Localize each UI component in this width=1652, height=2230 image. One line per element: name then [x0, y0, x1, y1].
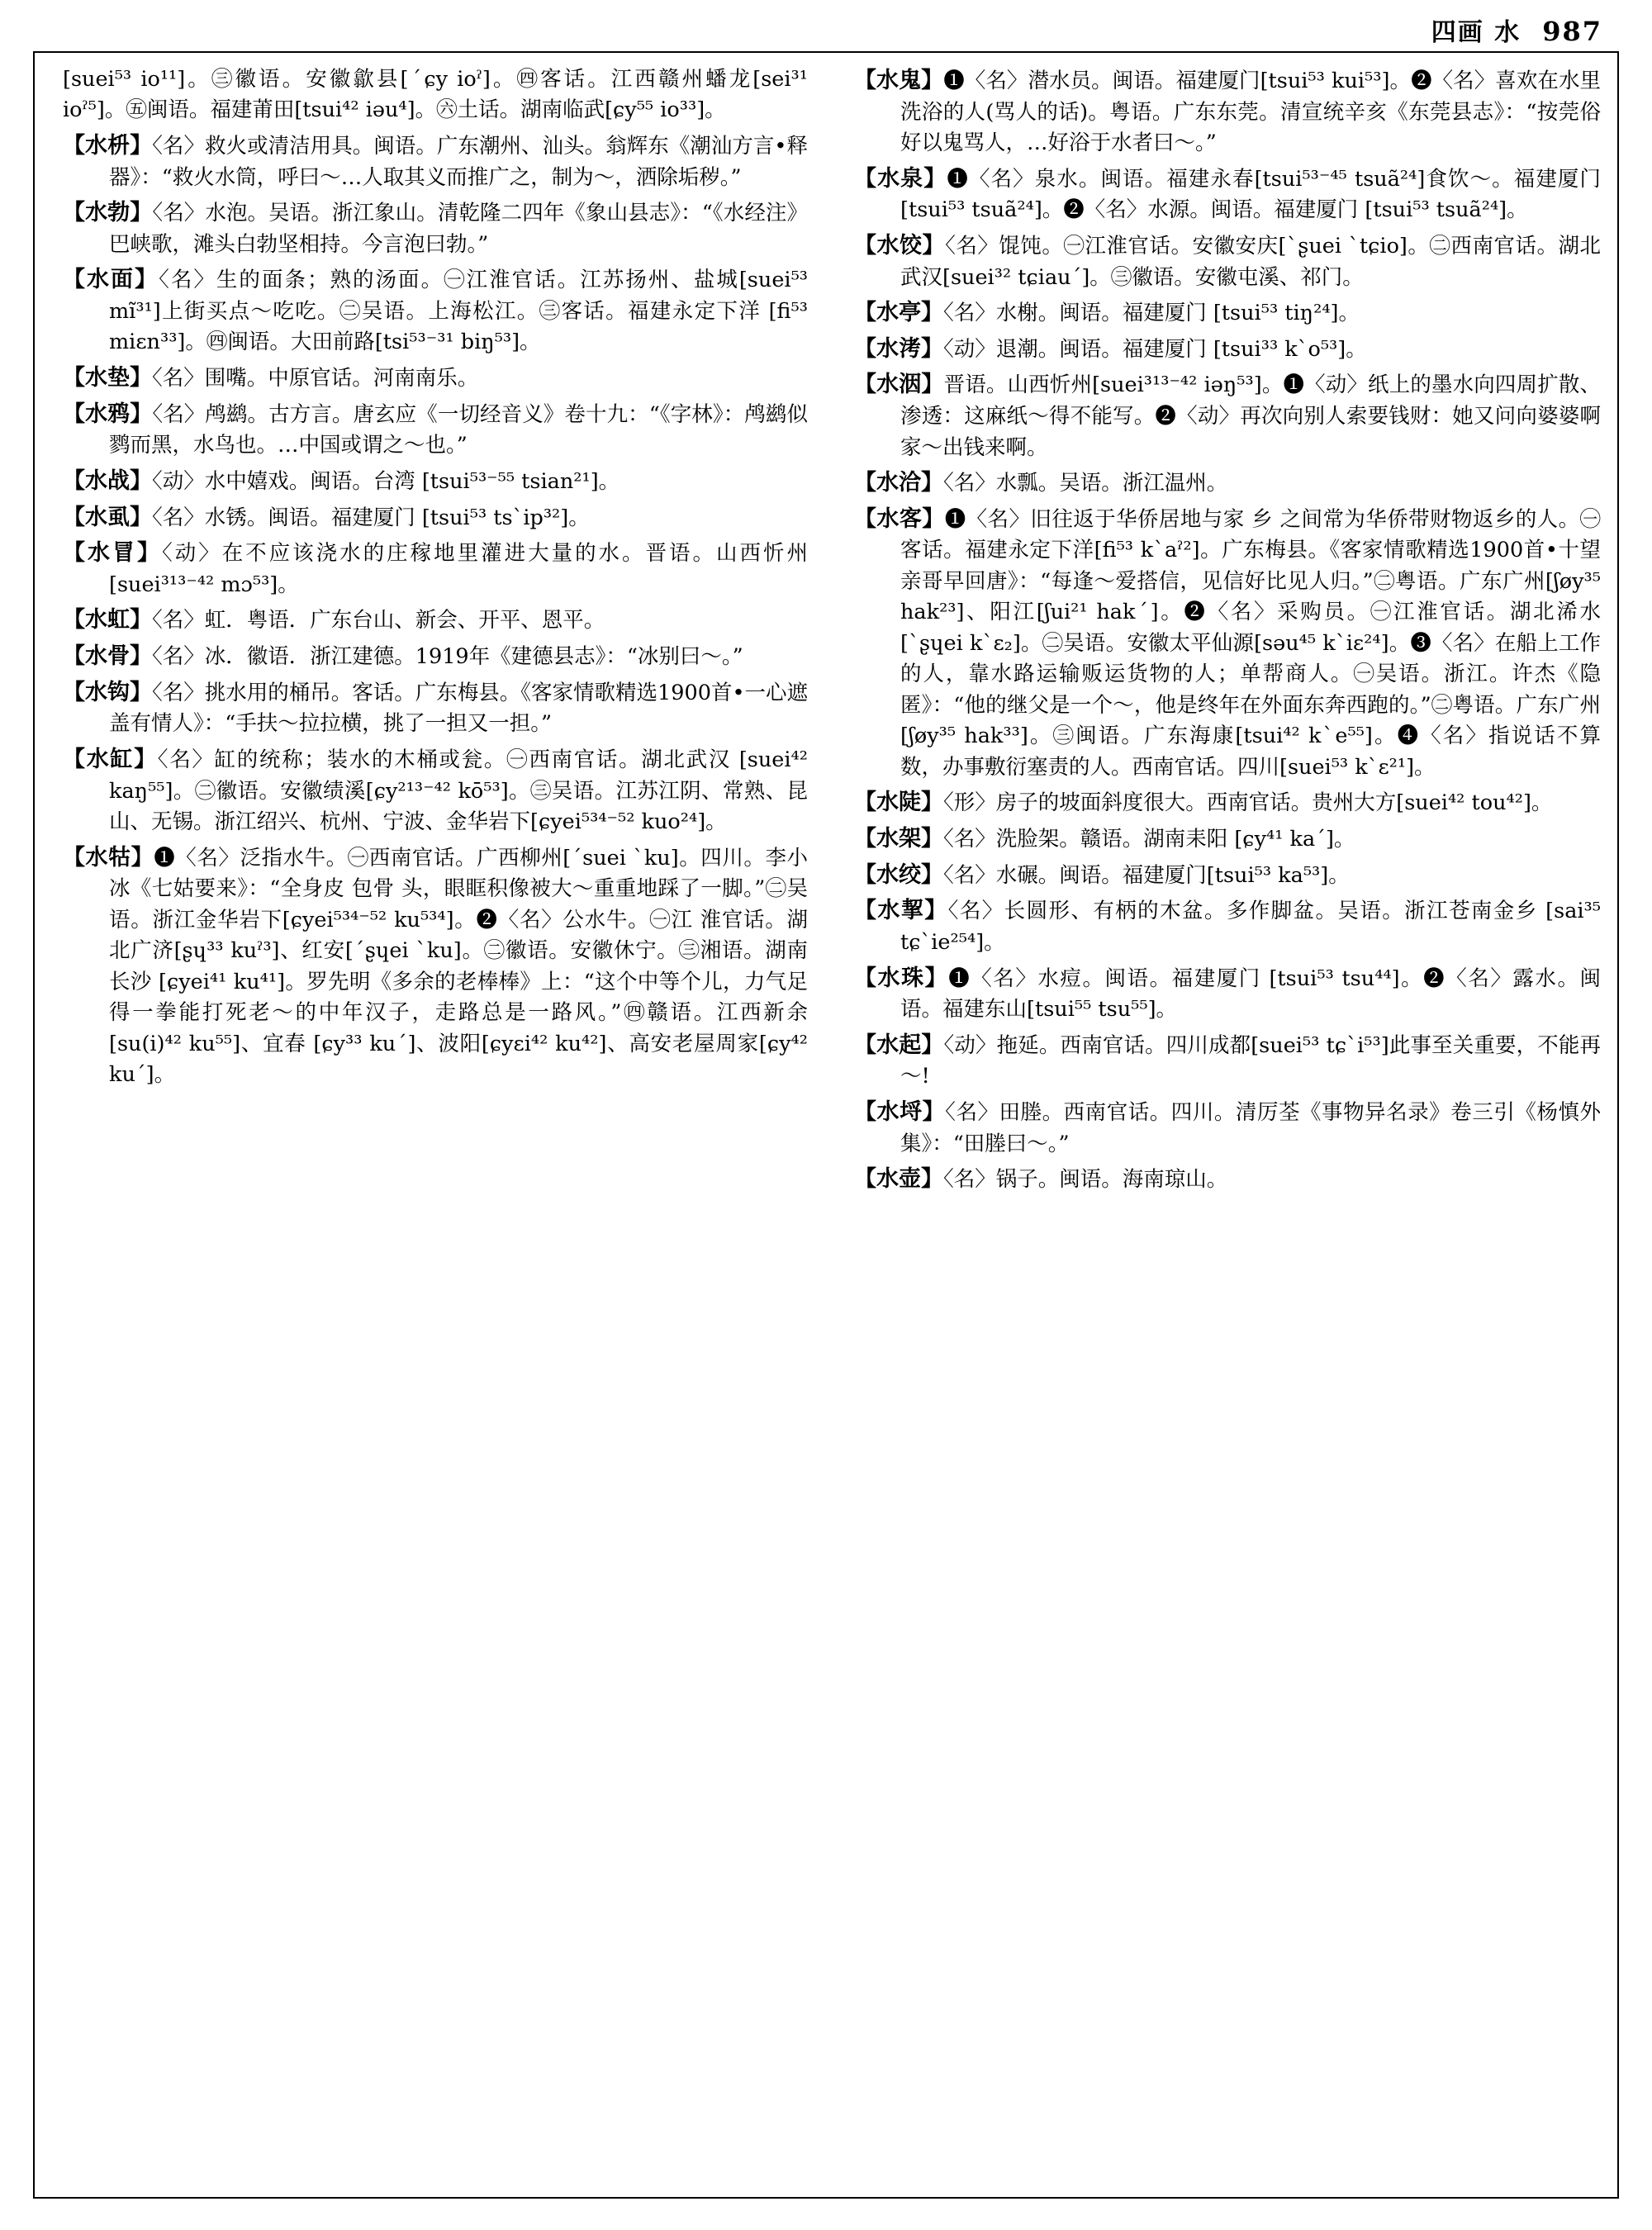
entry-text: 〈名〉鸬鹚。古方言。唐玄应《一切经音义》卷十九：“《字林》：鸬鹚似鹨而黑，水鸟也。…中国或谓之～也。”	[109, 401, 808, 458]
entry-shuijia	[854, 823, 1601, 856]
header-page-number: 987	[1542, 16, 1602, 47]
entry-text: 〈名〉水泡。吴语。浙江象山。清乾隆二四年《象山县志》：“《水经注》巴峡歌，滩头白勃坚相持。今言泡曰勃。”	[109, 201, 808, 257]
entry-text: 〈名〉围嘴。中原官话。河南南乐。	[152, 365, 479, 391]
entry-text: 〈名〉冰．徽语．浙江建德。1919年《建德县志》：“冰别曰～。”	[152, 644, 743, 670]
entry-headword: 【水虱】	[63, 504, 152, 530]
entry-text: 〈名〉水碾。闽语。福建厦门[tsui⁵³ ka⁵³]。	[943, 862, 1350, 888]
entry-text: 〈名〉水榭。闽语。福建厦门 [tsui⁵³ tiŋ²⁴]。	[943, 301, 1360, 325]
left-column	[33, 51, 826, 2199]
entry-headword: 【水洽】	[854, 470, 943, 496]
entry-headword: 【水缸】	[63, 746, 158, 772]
page-columns	[33, 51, 1619, 2199]
entry-text: 〈动〉在不应该浇水的庄稼地里灌进大量的水。晋语。山西忻州 [suei³¹³⁻⁴² mɔ⁵³]。	[109, 541, 808, 597]
entry-text: 〈名〉救火或清洁用具。闽语。广东潮州、汕头。翁辉东《潮汕方言•释器》：“救火水筒，呼曰～…人取其义而推广之，制为～，洒除垢秽。”	[109, 133, 808, 190]
entry-headword: 【水枡】	[63, 132, 153, 159]
entry-shuipeng	[63, 130, 808, 193]
entry-text: 〈动〉拖延。西南官话。四川成都[suei⁵³ tɕˋi⁵³]此事至关重要，不能再～!	[900, 1032, 1602, 1089]
entry-headword: 【水埒】	[854, 1098, 946, 1125]
entry-headword: 【水起】	[854, 1032, 944, 1058]
entry-shuijiao	[854, 230, 1601, 293]
entry-headword: 【水洘】	[854, 335, 943, 362]
entry-text: 〈名〉生的面条；熟的汤面。㊀江淮官话。江苏扬州、盐城[suei⁵³ mĩ³¹]上街买点～吃吃。㊁吴语。上海松江。㊂客话。福建永定下洋 [fi⁵³ miɛn³³]。㊃闽语。大田前路[tsi⁵³⁻³¹ biŋ⁵³]。	[109, 268, 809, 355]
entry-text: ❶〈名〉水痘。闽语。福建厦门 [tsui⁵³ tsu⁴⁴]。❷〈名〉露水。闽语。福建东山[tsui⁵⁵ tsu⁵⁵]。	[900, 966, 1602, 1022]
entry-text: [suei⁵³ io¹¹]。㊂徽语。安徽歙县[ˊɕy ioˀ]。㊃客话。江西赣州蟠龙[sei³¹ ioˀ⁵]。㊄闽语。福建莆田[tsui⁴² iəu⁴]。㊅土话。湖南临武[ɕy⁵⁵ io³³]。	[63, 67, 808, 123]
entry-shuihu	[854, 1163, 1601, 1196]
entry-shuiqi	[854, 894, 1601, 958]
entry-text: 〈名〉长圆形、有柄的木盆。多作脚盆。吴语。浙江苍南金乡 [sai³⁵ tɕˋie²⁵⁴]。	[900, 899, 1602, 956]
entry-shuipei	[854, 1096, 1601, 1160]
entry-shuigu2	[63, 842, 808, 1091]
entry-headword: 【水挈】	[854, 898, 948, 924]
entry-shuiya	[63, 398, 808, 462]
entry-text: 〈形〉房子的坡面斜度很大。西南官话。贵州大方[suei⁴² tou⁴²]。	[943, 790, 1553, 816]
entry-text: 〈名〉水锈。闽语。福建厦门 [tsui⁵³ tsˋip³²]。	[152, 505, 590, 530]
entry-text: 〈名〉锅子。闽语。海南琼山。	[943, 1167, 1228, 1193]
entry-shuigou	[63, 676, 808, 740]
entry-shuidian	[63, 362, 808, 395]
entry-shuibo	[63, 197, 808, 260]
entry-headword: 【水泉】	[854, 165, 947, 192]
entry-text: ❶〈名〉潜水员。闽语。福建厦门[tsui⁵³ kui⁵³]。❷〈名〉喜欢在水里洗浴的人(骂人的话)。粤语。广东东莞。清宣统辛亥《东莞县志》：“按莞俗好以鬼骂人，…好浴于水者曰～。”	[900, 69, 1602, 156]
entry-text: 〈名〉挑水用的桶吊。客话。广东梅县。《客家情歌精选1900首•一心遮盖有情人》：“手扶～拉拉横，挑了一担又一担。”	[109, 680, 808, 737]
entry-shuiqi2	[854, 1029, 1601, 1093]
entry-shuijiao2	[854, 859, 1601, 892]
entry-text: 晋语。山西忻州[suei³¹³⁻⁴² iəŋ⁵³]。❶〈动〉纸上的墨水向四周扩散、渗透：这麻纸～得不能写。❷〈动〉再次向别人索要钱财：她又问向婆婆啊家～出钱来啊。	[900, 372, 1601, 460]
entry-shuizhan	[63, 465, 808, 498]
entry-fragment-top	[63, 64, 808, 126]
entry-shuihong	[63, 604, 808, 637]
entry-shuikao	[854, 333, 1601, 366]
entry-text: 〈动〉水中嬉戏。闽语。台湾 [tsui⁵³⁻⁵⁵ tsian²¹]。	[152, 468, 620, 494]
entry-shuiquan	[854, 163, 1601, 226]
entry-text: 〈名〉馄饨。㊀江淮官话。安徽安庆[ˋʂuei ˋtɕio]。㊁西南官话。湖北武汉[suei³² tɕiauˊ]。㊂徽语。安徽屯溪、祁门。	[900, 233, 1602, 290]
entry-headword: 【水洇】	[854, 372, 944, 398]
entry-shuiting	[854, 297, 1601, 330]
page-header	[1431, 12, 1602, 48]
entry-headword: 【水客】	[854, 505, 945, 532]
entry-headword: 【水垫】	[63, 364, 152, 391]
entry-headword: 【水亭】	[854, 300, 943, 325]
entry-headword: 【水虹】	[63, 607, 152, 633]
entry-text: ❶〈名〉泛指水牛。㊀西南官话。广西柳州[ˊsuei ˋku]。四川。李小冰《七姑要来》：“全身皮 包骨 头，眼眶积像被大～重重地踩了一脚。”㊁吴语。浙江金华岩下[ɕyei⁵³⁴⁻⁵² ku⁵³⁴]。❷〈名〉公水牛。㊀江 淮官话。湖北广济[ʂɥ³³ kuˀ³]、红安[ˊʂɥei ˋku]。㊁徽语。安徽休宁。㊂湘语。湖南长沙 [ɕyei⁴¹ ku⁴¹]。罗先明《多余的老棒棒》上：“这个中等个儿，力气足得一拳能打死老～的中年汉子，走路总是一路风。”㊃赣语。江西新余[su(i)⁴² ku⁵⁵]、宜春 [ɕy³³ kuˊ]、波阳[ɕyɛi⁴² ku⁴²]、高安老屋周家[ɕy⁴² kuˊ]。	[109, 845, 809, 1088]
entry-headword: 【水牯】	[63, 844, 154, 871]
entry-shuiyin	[854, 368, 1601, 463]
entry-text: ❶〈名〉泉水。闽语。福建永春[tsui⁵³⁻⁴⁵ tsuã²⁴]食饮～。福建厦门 [tsui⁵³ tsuã²⁴]。❷〈名〉水源。闽语。福建厦门 [tsui⁵³ tsuã²⁴]。	[900, 166, 1602, 223]
entry-text: 〈名〉缸的统称；装水的木桶或瓮。㊀西南官话。湖北武汉 [suei⁴² kaŋ⁵⁵]。㊁徽语。安徽绩溪[ɕy²¹³⁻⁴² kō⁵³]。㊂吴语。江苏江阴、常熟、昆山、无锡。浙江绍兴、杭州、宁波、金华岩下[ɕyei⁵³⁴⁻⁵² kuo²⁴]。	[109, 747, 808, 835]
entry-text: 〈名〉洗脸架。赣语。湖南耒阳 [ɕy⁴¹ kaˊ]。	[943, 826, 1355, 852]
entry-headword: 【水勃】	[63, 200, 153, 226]
entry-headword: 【水面】	[63, 267, 159, 293]
entry-headword: 【水钩】	[63, 679, 153, 705]
entry-headword: 【水绞】	[854, 861, 943, 888]
entry-shuidou	[854, 786, 1601, 819]
entry-shuixi	[63, 501, 808, 534]
entry-headword: 【水饺】	[854, 232, 946, 259]
entry-headword: 【水鸦】	[63, 401, 153, 427]
entry-headword: 【水骨】	[63, 643, 152, 670]
entry-shuigang	[63, 743, 808, 838]
entry-headword: 【水架】	[854, 825, 943, 852]
entry-shuiqia	[854, 467, 1601, 500]
entry-text: 〈名〉虹．粤语．广东台山、新会、开平、恩平。	[152, 608, 605, 633]
entry-text: 〈名〉水瓢。吴语。浙江温州。	[943, 471, 1228, 496]
entry-headword: 【水壶】	[854, 1166, 943, 1193]
entry-shuimian	[63, 263, 808, 358]
entry-headword: 【水珠】	[854, 965, 949, 991]
right-column	[826, 51, 1619, 2199]
header-section: 四画 水	[1431, 18, 1521, 47]
entry-headword: 【水冒】	[63, 540, 162, 567]
entry-text: 〈名〉田塍。西南官话。四川。清厉荃《事物异名录》卷三引《杨慎外集》：“田塍曰～。”	[900, 1099, 1601, 1156]
entry-headword: 【水战】	[63, 467, 152, 494]
entry-shuizhu	[854, 962, 1601, 1026]
entry-text: 〈动〉退潮。闽语。福建厦门 [tsui³³ kˋo⁵³]。	[943, 336, 1367, 362]
entry-shuimao	[63, 537, 808, 600]
entry-text: ❶〈名〉旧往返于华侨居地与家 乡 之间常为华侨带财物返乡的人。㊀客话。福建永定下洋[fi⁵³ kˋaˀ²]。广东梅县。《客家情歌精选1900首•十望亲哥早回唐》：“每逢～爱搭信，见信好比见人归。”㊁粤语。广东广州[ʃøy³⁵ hak²³]、阳江[ʃui²¹ hakˊ]。❷〈名〉采购员。㊀江淮官话。湖北浠水 [ˋʂɥei kˋɛ₂]。㊁吴语。安徽太平仙源[səu⁴⁵ kˋiɛ²⁴]。❸〈名〉在船上工作的人，靠水路运输贩运货物的人；单帮商人。㊀吴语。浙江。许杰《隐匿》：“他的继父是一个～，他是终年在外面东奔西跑的。”㊁粤语。广东广州[ʃøy³⁵ hak³³]。㊂闽语。广东海康[tsui⁴² kˋe⁵⁵]。❹〈名〉指说话不算数，办事敷衍塞责的人。西南官话。四川[suei⁵³ kˋɛ²¹]。	[900, 506, 1602, 780]
entry-headword: 【水鬼】	[854, 68, 944, 93]
entry-headword: 【水陡】	[854, 790, 943, 816]
entry-shuigui	[854, 64, 1601, 159]
entry-shuigu	[63, 640, 808, 673]
entry-shuike	[854, 503, 1601, 784]
